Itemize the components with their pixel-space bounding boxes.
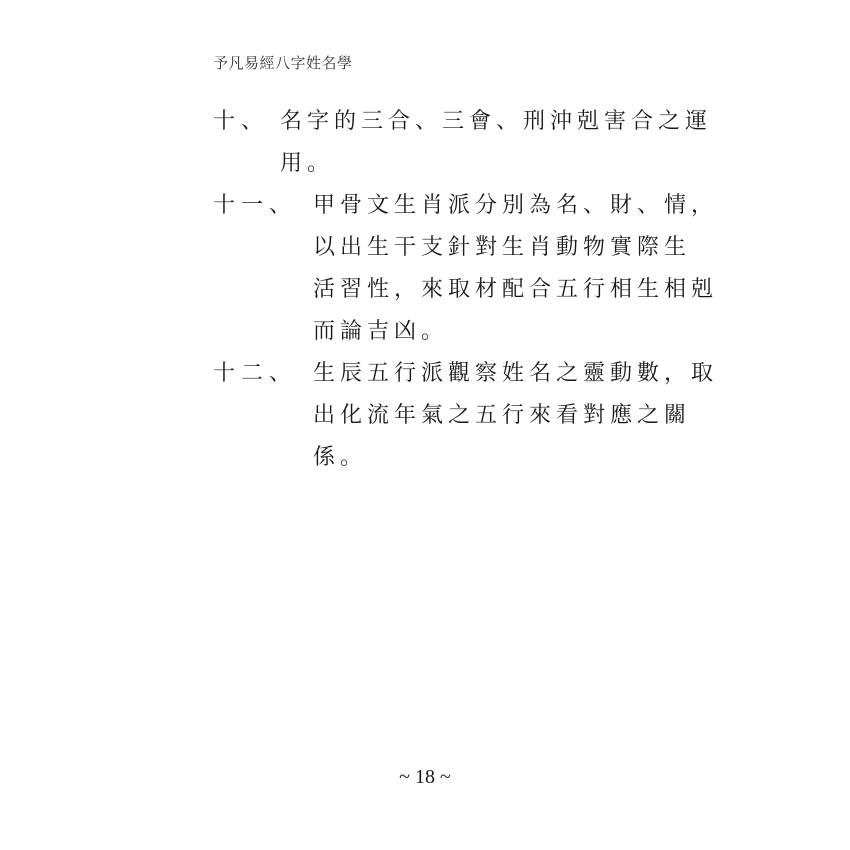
page-number: ~ 18 ~	[399, 766, 451, 788]
item-text-line: 出化流年氣之五行來看對應之關	[313, 403, 692, 428]
item-text-line: 名字的三合、三會、刑沖剋害合之運	[280, 109, 713, 134]
item-text-line: 用。	[280, 151, 335, 176]
item-text-line: 而論吉凶。	[313, 319, 449, 344]
item-text-line: 活習性，來取材配合五行相生相剋	[313, 277, 719, 302]
item-text-line: 生辰五行派觀察姓名之靈動數，取	[313, 361, 719, 386]
item-text-line: 甲骨文生肖派分別為名、財、情，	[313, 193, 719, 218]
item-number: 十二、	[213, 361, 298, 386]
item-number: 十、	[213, 109, 270, 134]
item-text-line: 係。	[313, 445, 368, 470]
item-text-line: 以出生干支針對生肖動物實際生	[313, 235, 692, 260]
running-header: 予凡易經八字姓名學	[213, 54, 353, 72]
item-number: 十一、	[213, 193, 298, 218]
